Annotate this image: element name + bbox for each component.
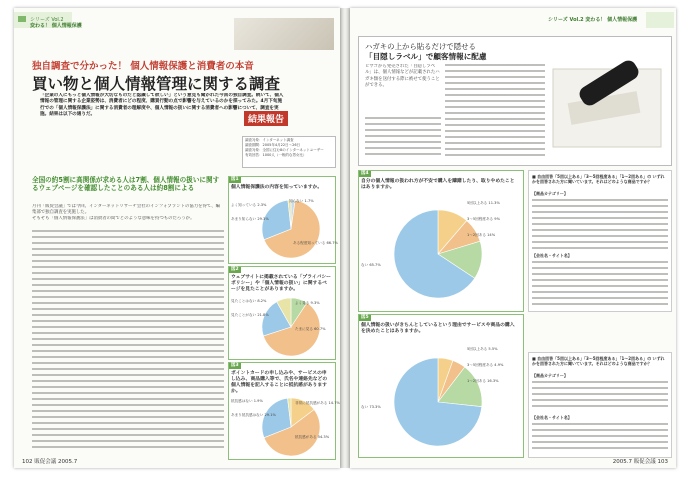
headline: 買い物と個人情報管理に関する調査 (32, 75, 281, 93)
figure-1 (228, 176, 336, 264)
figure-2-label-4: 見たことはない 8.2% (231, 299, 267, 303)
figure-5-label-1: 5回以上ある 5.5% (467, 347, 498, 351)
product-title-1: ハガキの上から貼るだけで隠せる (365, 42, 476, 51)
result-badge: 結果報告 (244, 111, 288, 126)
free-answer-2-title: ■ 自由回答「5回以上ある」「3～5回程度ある」「1～2回ある」の いずれかを回答された方に聞いています。それはどのような商品ですか？ (532, 356, 665, 366)
figure-3-pie (261, 397, 321, 457)
figure-5-label-4: ない 73.3% (361, 405, 381, 409)
figure-5 (358, 314, 524, 458)
free-answer-1-text (532, 199, 668, 249)
page-gutter (340, 8, 350, 468)
figure-4-label-3: 1～2回ある 14% (467, 233, 496, 237)
free-answer-1-sub-2: 【会社名・サイト名】 (532, 253, 572, 258)
figure-2-label-1: よく見る 9.3% (295, 301, 320, 305)
figure-5-tag: 図5 (361, 315, 369, 320)
figure-3-label-4: 抵抗感はない 1.9% (231, 399, 263, 403)
right-page (350, 8, 676, 468)
product-title-2: 「目隠しラベル」で顧客情報に配慮 (365, 52, 487, 61)
figure-5-label-3: 1～2回ある 16.3% (467, 379, 499, 383)
figure-4-question: 自分の個人情報の扱われ方が不安で購入を躊躇したり、取りやめたことはありますか。 (361, 179, 515, 190)
survey-info: 調査対象：インターネット調査 調査期間：2005年4月22日～26日 調査対象：全国に住む8のインターネットユーザー 有効回答：1000人（一般的な男女比） (245, 138, 324, 157)
figure-3-label-3: あまり抵抗感はない 29.1% (231, 413, 276, 417)
product-body-text (445, 64, 545, 158)
kicker: 独自調査で分かった！ 個人情報保護と消費者の本音 (32, 61, 254, 72)
free-answer-2-text (532, 381, 668, 411)
free-answer-1-sub: 【商品カテゴリー】 (532, 191, 568, 196)
right-series-label: シリーズ Vol.2 変わる！ 個人情報保護 (548, 17, 638, 23)
figure-5-question: 個人情報の扱いがきちんとしているという理由でサービスや商品の購入を決めたことはありますか。 (361, 323, 515, 334)
lead-text: 「企業の人にもっと個人情報が大切なものだと認識して欲しい」という意見も聞かれた今回の独自調査。続いて、個人情報の管理に関する企業姿勢は、消費者にどの程度、購買行動の点で影響を与えているのかを探ってみた。4月下旬施行での「個人情報保護法」に関する消費者の理解度や、個人情報の扱いに関する消費者への影響について、調査を実施。結果は以下の通りだ。 (40, 93, 284, 117)
figure-1-label-2: ある程度知っている 66.7% (293, 241, 338, 245)
free-answer-2-text-2 (532, 423, 668, 453)
figure-2 (228, 266, 336, 360)
free-answer-1-text-2 (532, 261, 668, 307)
figure-4-pie (393, 209, 483, 299)
figure-4-tag: 図4 (361, 171, 369, 176)
label-product-photo (549, 43, 667, 159)
free-answer-1-title: ■ 自由回答「5回以上ある」「3～5回程度ある」「1～2回ある」の いずれかを回答された方に聞いています。それはどのような商品ですか？ (532, 174, 665, 184)
free-answer-box-2 (528, 352, 672, 458)
figure-2-label-3: 見たことがない 21.8% (231, 313, 269, 317)
figure-1-label-3: あまり知らない 29.3% (231, 217, 269, 221)
left-page (14, 8, 340, 468)
figure-4 (358, 170, 524, 312)
label-product-box (358, 36, 672, 166)
free-answer-2-sub-2: 【会社名・サイト名】 (532, 415, 572, 420)
product-caption: ヒサゴから発売された「目隠しラベル」は、個人情報などが記載されたハガキ類を送付する際に被せて使うことができる。 (365, 64, 440, 88)
survey-info-box (242, 136, 336, 168)
figure-3 (228, 362, 340, 460)
figure-4-label-1: 5回以上ある 11.3% (467, 201, 500, 205)
figure-5-pie (393, 357, 483, 447)
body-text-2: そもそも「個人情報保護法」は消費者の間でどのような意味を持つものだろうか。 (32, 216, 195, 221)
body-text-columns (32, 230, 224, 452)
figure-2-question: ウェブサイトに掲載されている「プライバシーポリシー」や「個人情報の扱い」に関するページを見たことがありますか。 (231, 275, 331, 292)
figure-3-question: ポイントカードの申し込みや、サービスの申し込み、商品購入等で、氏名や連絡先などの個人情報を記入することに抵抗感がありますか。 (231, 371, 328, 394)
free-answer-box-1 (528, 170, 672, 312)
figure-4-label-4: ない 65.7% (361, 263, 381, 267)
left-folio: 102 販促会議 2005.7 (22, 459, 78, 465)
figure-2-tag: 図2 (231, 267, 239, 272)
right-folio: 2005.7 販促会議 103 (612, 459, 668, 465)
series-header-graphic-right (646, 10, 674, 30)
figure-1-label-4: 知らない 1.7% (289, 199, 314, 203)
body-text-1: 月刊「販促会議」では今回、インターネットリサーチ会社のインフォプラントの協力を得て、編集部で独自調査を実施した。 (32, 204, 221, 216)
figure-2-label-2: たまに見る 60.7% (295, 327, 326, 331)
series-label: シリーズ Vol.2 (30, 17, 64, 23)
figure-1-question: 個人情報保護法の内容を知っていますか。 (231, 185, 323, 190)
figure-3-label-1: 非常に抵抗感がある 14.7% (295, 401, 340, 405)
figure-1-tag: 図1 (231, 177, 239, 182)
figure-5-label-2: 3～5回程度ある 4.9% (467, 363, 504, 367)
section-heading: 全国の約5割に高関係が求める人は7割、個人情報の扱いに関するウェブページを確認したことのある人は約8割による (32, 176, 220, 192)
product-body-text-2 (365, 117, 441, 157)
free-answer-2-sub: 【商品カテゴリー】 (532, 373, 568, 378)
mail-icon (18, 16, 26, 22)
figure-4-label-2: 3～5回程度ある 9% (467, 217, 501, 221)
figure-3-tag: 図3 (231, 363, 239, 368)
figure-3-label-2: 抵抗感がある 54.3% (295, 435, 330, 439)
figure-1-pie (261, 199, 321, 259)
figure-1-label-1: よく知っている 2.3% (231, 203, 267, 207)
series-name: 変わる！ 個人情報保護 (30, 23, 82, 29)
header-photo (234, 18, 334, 50)
